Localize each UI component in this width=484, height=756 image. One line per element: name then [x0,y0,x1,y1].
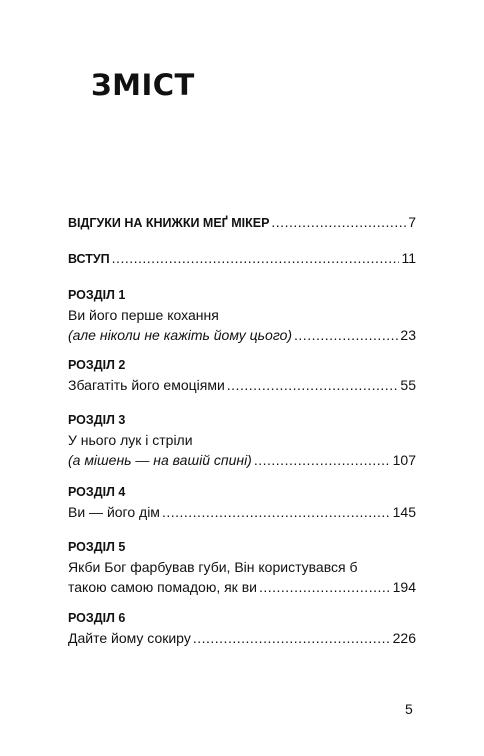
leader-dots [259,577,391,597]
chapter-heading: РОЗДІЛ 6 [68,611,126,625]
chapter-title: У нього лук і стріли [68,432,193,448]
page-ref: 11 [401,250,416,266]
toc-chapter-5 [68,537,416,597]
page-ref: 23 [400,327,416,343]
toc-entry-reviews [68,212,416,232]
toc-chapter-2 [68,355,416,395]
page-ref: 145 [392,504,416,520]
chapter-heading: РОЗДІЛ 4 [68,485,126,499]
chapter-title: Збагатіть його емоціями [68,377,225,393]
chapter-subtitle: (але ніколи не кажіть йому цього) [68,327,293,343]
chapter-title: Якби Бог фарбував губи, Він користувався б [68,559,358,575]
page-number: 5 [405,701,413,717]
chapter-title-continued: такою самою помадою, як ви [68,579,257,595]
chapter-subtitle: (а мішень — на вашій спині) [68,452,252,468]
leader-dots [254,450,391,470]
toc-chapter-4 [68,482,416,522]
chapter-heading: РОЗДІЛ 2 [68,358,126,372]
chapter-heading: РОЗДІЛ 5 [68,540,126,554]
leader-dots [227,375,399,395]
chapter-heading: РОЗДІЛ 1 [68,288,126,302]
toc-entry-intro [68,248,416,268]
chapter-title: Ви його перше кохання [68,307,219,323]
toc-chapter-3 [68,410,416,470]
page-ref: 194 [392,579,416,595]
leader-dots [162,502,391,522]
toc-entry-label: ВІДГУКИ НА КНИЖКИ МЕҐ МІКЕР [68,216,270,230]
toc-entry-label: ВСТУП [68,252,110,266]
page-ref: 226 [392,630,416,646]
chapter-title: Ви — його дім [68,504,160,520]
page-ref: 7 [408,214,416,230]
leader-dots [112,248,400,268]
page-title: ЗМІСТ [91,68,195,102]
toc-chapter-1 [68,285,416,345]
leader-dots [193,628,391,648]
chapter-title: Дайте йому сокиру [68,630,191,646]
page-ref: 55 [400,377,416,393]
leader-dots [294,325,398,345]
chapter-heading: РОЗДІЛ 3 [68,413,126,427]
page-ref: 107 [392,452,416,468]
toc-chapter-6 [68,608,416,648]
leader-dots [271,212,406,232]
